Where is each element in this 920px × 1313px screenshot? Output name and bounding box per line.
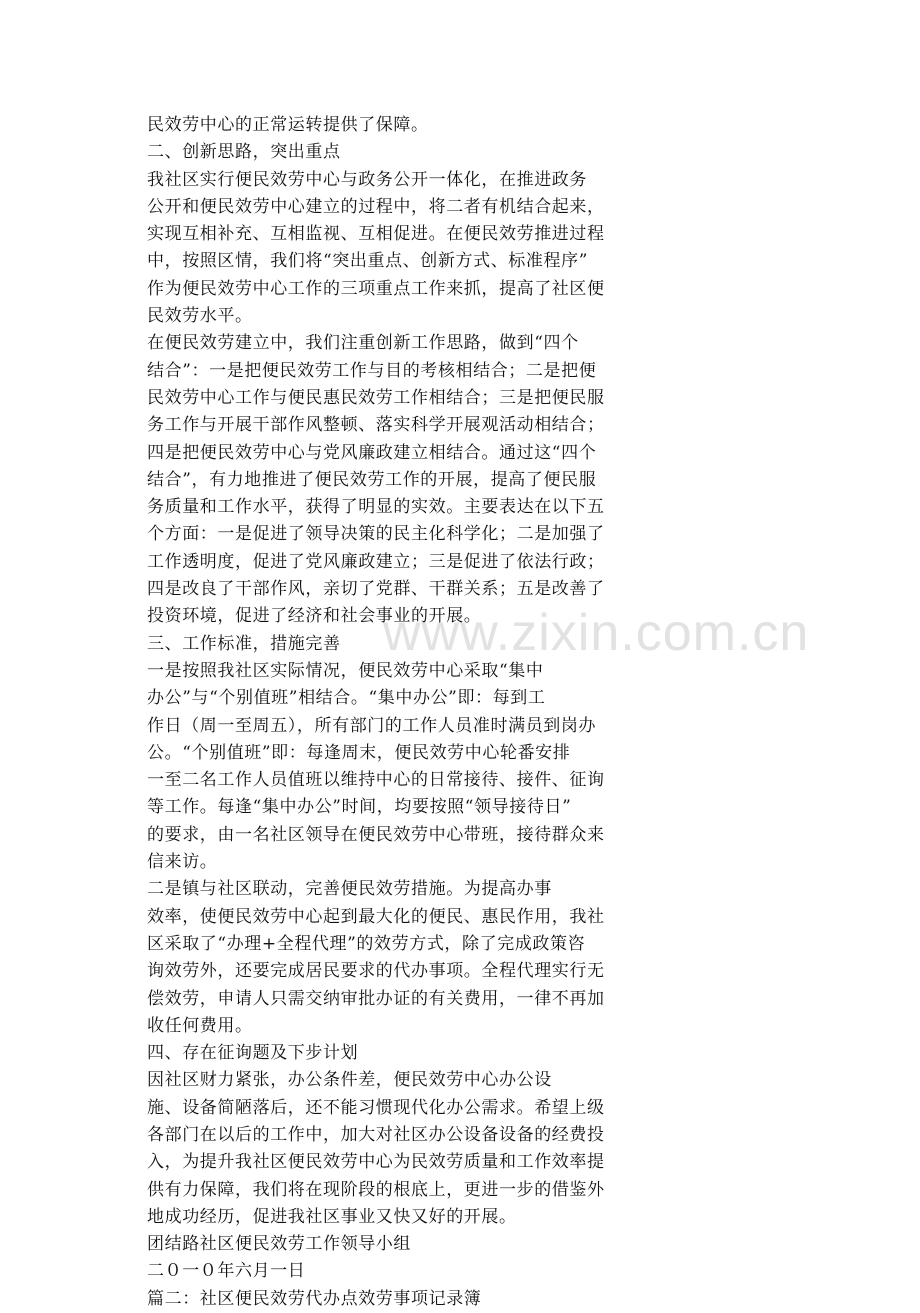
text-line: 收任何费用。 [147,1015,253,1036]
text-line: 我社区实行便民效劳中心与政务公开一体化，在推进政务 [147,169,587,190]
text-line: 实现互相补充、互相监视、互相促进。在便民效劳推进过程 [147,224,605,245]
text-line: 务质量和工作水平，获得了明显的实效。主要表达在以下五 [147,497,605,518]
text-line: 三、工作标准，措施完善 [147,633,341,654]
text-line: 的要求，由一名社区领导在便民效劳中心带班，接待群众来 [147,824,605,845]
text-line: 区采取了“办理+全程代理”的效劳方式，除了完成政策咨 [147,933,586,954]
text-line: 偿效劳，申请人只需交纳审批办证的有关费用，一律不再加 [147,988,605,1009]
text-line: 作日（周一至周五），所有部门的工作人员准时满员到岗办 [147,715,597,736]
text-line: 二是镇与社区联动，完善便民效劳措施。为提高办事 [147,879,552,900]
text-line: 等工作。每逢“集中办公”时间，均要按照“领导接待日” [147,797,572,818]
text-line: 信来访。 [147,852,218,873]
text-line: 在便民效劳建立中，我们注重创新工作思路，做到“四个 [147,333,579,354]
text-line: 四、存在征询题及下步计划 [147,1043,359,1064]
text-line: 务工作与开展干部作风整顿、落实科学开展观活动相结合； [147,415,605,436]
text-line: 中，按照区情，我们将“突出重点、创新方式、标准程序” [147,251,588,272]
text-line: 二、创新思路，突出重点 [147,142,341,163]
text-line: 一至二名工作人员值班以维持中心的日常接待、接件、征询 [147,770,605,791]
text-line: 效率，使便民效劳中心起到最大化的便民、惠民作用，我社 [147,906,605,927]
text-line: 民效劳水平。 [147,306,253,327]
text-line: 公开和便民效劳中心建立的过程中，将二者有机结合起来， [147,196,605,217]
text-line: 二０一０年六月一日 [147,1261,306,1282]
text-line: 民效劳中心的正常运转提供了保障。 [147,115,429,135]
text-line: 办公”与“个别值班”相结合。“集中办公”即：每到工 [147,688,546,709]
text-line: 四是改良了干部作风，亲切了党群、干群关系；五是改善了 [147,579,605,600]
text-line: 结合”：一是把便民效劳工作与目的考核相结合；二是把便 [147,360,597,381]
text-line: 团结路社区便民效劳工作领导小组 [147,1234,411,1255]
text-line: 施、设备简陋落后，还不能习惯现代化办公需求。希望上级 [147,1097,605,1118]
watermark: www.zixin.com.cn [383,604,810,662]
text-line: 地成功经历，促进我社区事业又快又好的开展。 [147,1206,517,1227]
text-line: 入，为提升我社区便民效劳中心为民效劳质量和工作效率提 [147,1152,605,1173]
text-line: 各部门在以后的工作中，加大对社区办公设备设备的经费投 [147,1124,605,1145]
text-line: 四是把便民效劳中心与党风廉政建立相结合。通过这“四个 [147,442,597,463]
text-line: 篇二：社区便民效劳代办点效劳事项记录簿 [147,1288,482,1309]
text-line: 投资环境，促进了经济和社会事业的开展。 [147,606,482,627]
text-line: 工作透明度，促进了党风廉政建立；三是促进了依法行政； [147,551,605,572]
document-body [147,112,637,1313]
text-line: 个方面：一是促进了领导决策的民主化科学化；二是加强了 [147,524,605,545]
text-line: 供有力保障，我们将在现阶段的根底上，更进一步的借鉴外 [147,1179,605,1200]
text-line: 作为便民效劳中心工作的三项重点工作来抓，提高了社区便 [147,278,605,299]
text-line: 结合”，有力地推进了便民效劳工作的开展，提高了便民服 [147,469,597,490]
text-line: 询效劳外，还要完成居民要求的代办事项。全程代理实行无 [147,961,605,982]
text-line: 民效劳中心工作与便民惠民效劳工作相结合；三是把便民服 [147,387,605,408]
text-line: 公。“个别值班”即：每逢周末，便民效劳中心轮番安排 [147,742,571,763]
text-line: 因社区财力紧张，办公条件差，便民效劳中心办公设 [147,1070,552,1091]
text-line: 一是按照我社区实际情况，便民效劳中心采取“集中 [147,660,544,681]
